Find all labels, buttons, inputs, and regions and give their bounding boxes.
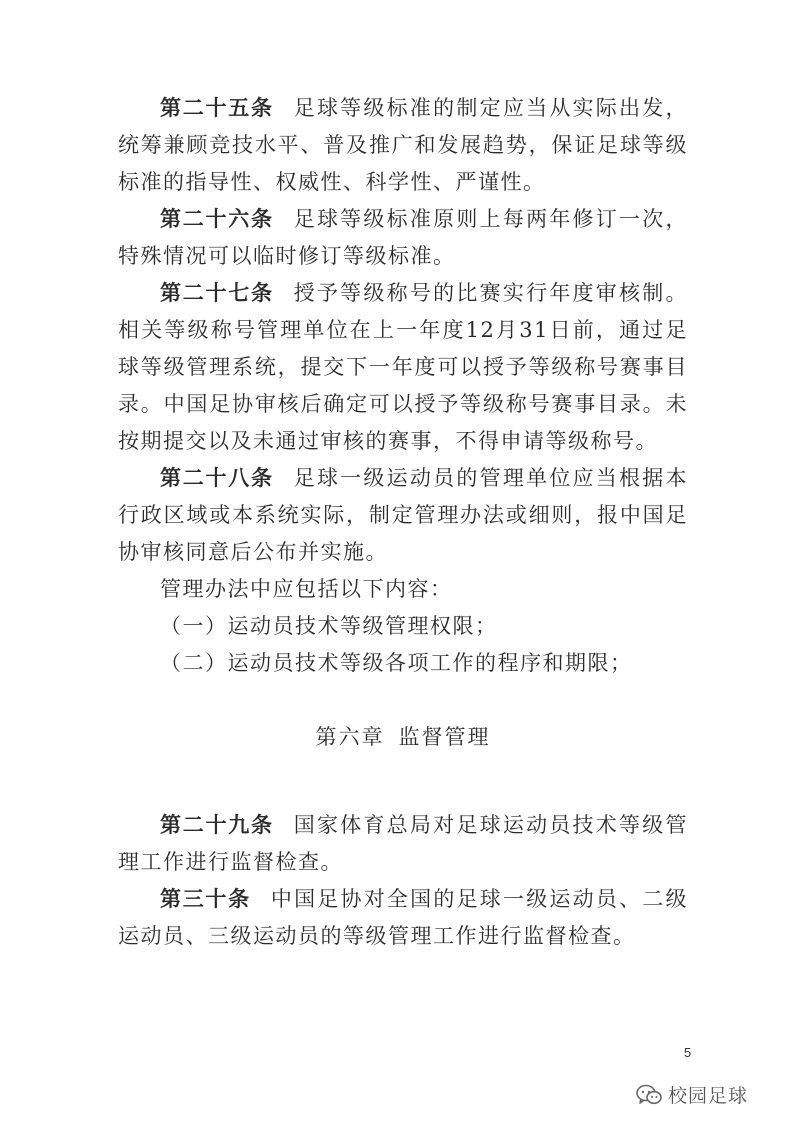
chapter-heading (118, 719, 688, 756)
article-label: 第三十条 (160, 887, 251, 911)
article-text: 足球等级标准原则上每两年修订一次，特殊情况可以临时修订等级标准。 (118, 207, 689, 268)
article-label: 第二十五条 (160, 96, 274, 120)
management-intro: 管理办法中应包括以下内容： (160, 577, 453, 601)
article-28 (118, 460, 688, 571)
article-text: 中国足协对全国的足球一级运动员、二级运动员、三级运动员的等级管理工作进行监督检查。 (118, 887, 689, 948)
page-content (118, 90, 688, 955)
page-number: 5 (684, 1045, 692, 1060)
list-item: （一）运动员技术等级管理权限； (160, 614, 498, 638)
article-27 (118, 275, 688, 460)
article-text: 足球等级标准的制定应当从实际出发，统筹兼顾竞技水平、普及推广和发展趋势，保证足球等级标准的指导性、权威性、科学性、严谨性。 (118, 96, 689, 194)
article-text: 足球一级运动员的管理单位应当根据本行政区域或本系统实际，制定管理办法或细则，报中国足协审核同意后公布并实施。 (118, 466, 689, 564)
article-text: 授予等级称号的比赛实行年度审核制。相关等级称号管理单位在上一年度12月31日前，通过足球等级管理系统，提交下一年度可以授予等级称号赛事目录。中国足协审核后确定可以授予等级称号赛事目录。未按期提交以及未通过审核的赛事，不得申请等级称号。 (118, 281, 689, 453)
wechat-icon (636, 1084, 662, 1106)
article-25 (118, 90, 688, 201)
article-26 (118, 201, 688, 275)
watermark (636, 1081, 748, 1108)
chapter-title: 监督管理 (398, 725, 491, 749)
chapter-number: 第六章 (315, 725, 385, 749)
article-30 (118, 881, 688, 955)
article-29 (118, 807, 688, 881)
list-item: （二）运动员技术等级各项工作的程序和期限； (160, 651, 633, 675)
article-label: 第二十八条 (160, 466, 274, 490)
article-text: 国家体育总局对足球运动员技术等级管理工作进行监督检查。 (118, 813, 689, 874)
article-label: 第二十七条 (160, 281, 274, 305)
watermark-text: 校园足球 (668, 1085, 749, 1107)
article-label: 第二十六条 (160, 207, 274, 231)
article-label: 第二十九条 (160, 813, 274, 837)
